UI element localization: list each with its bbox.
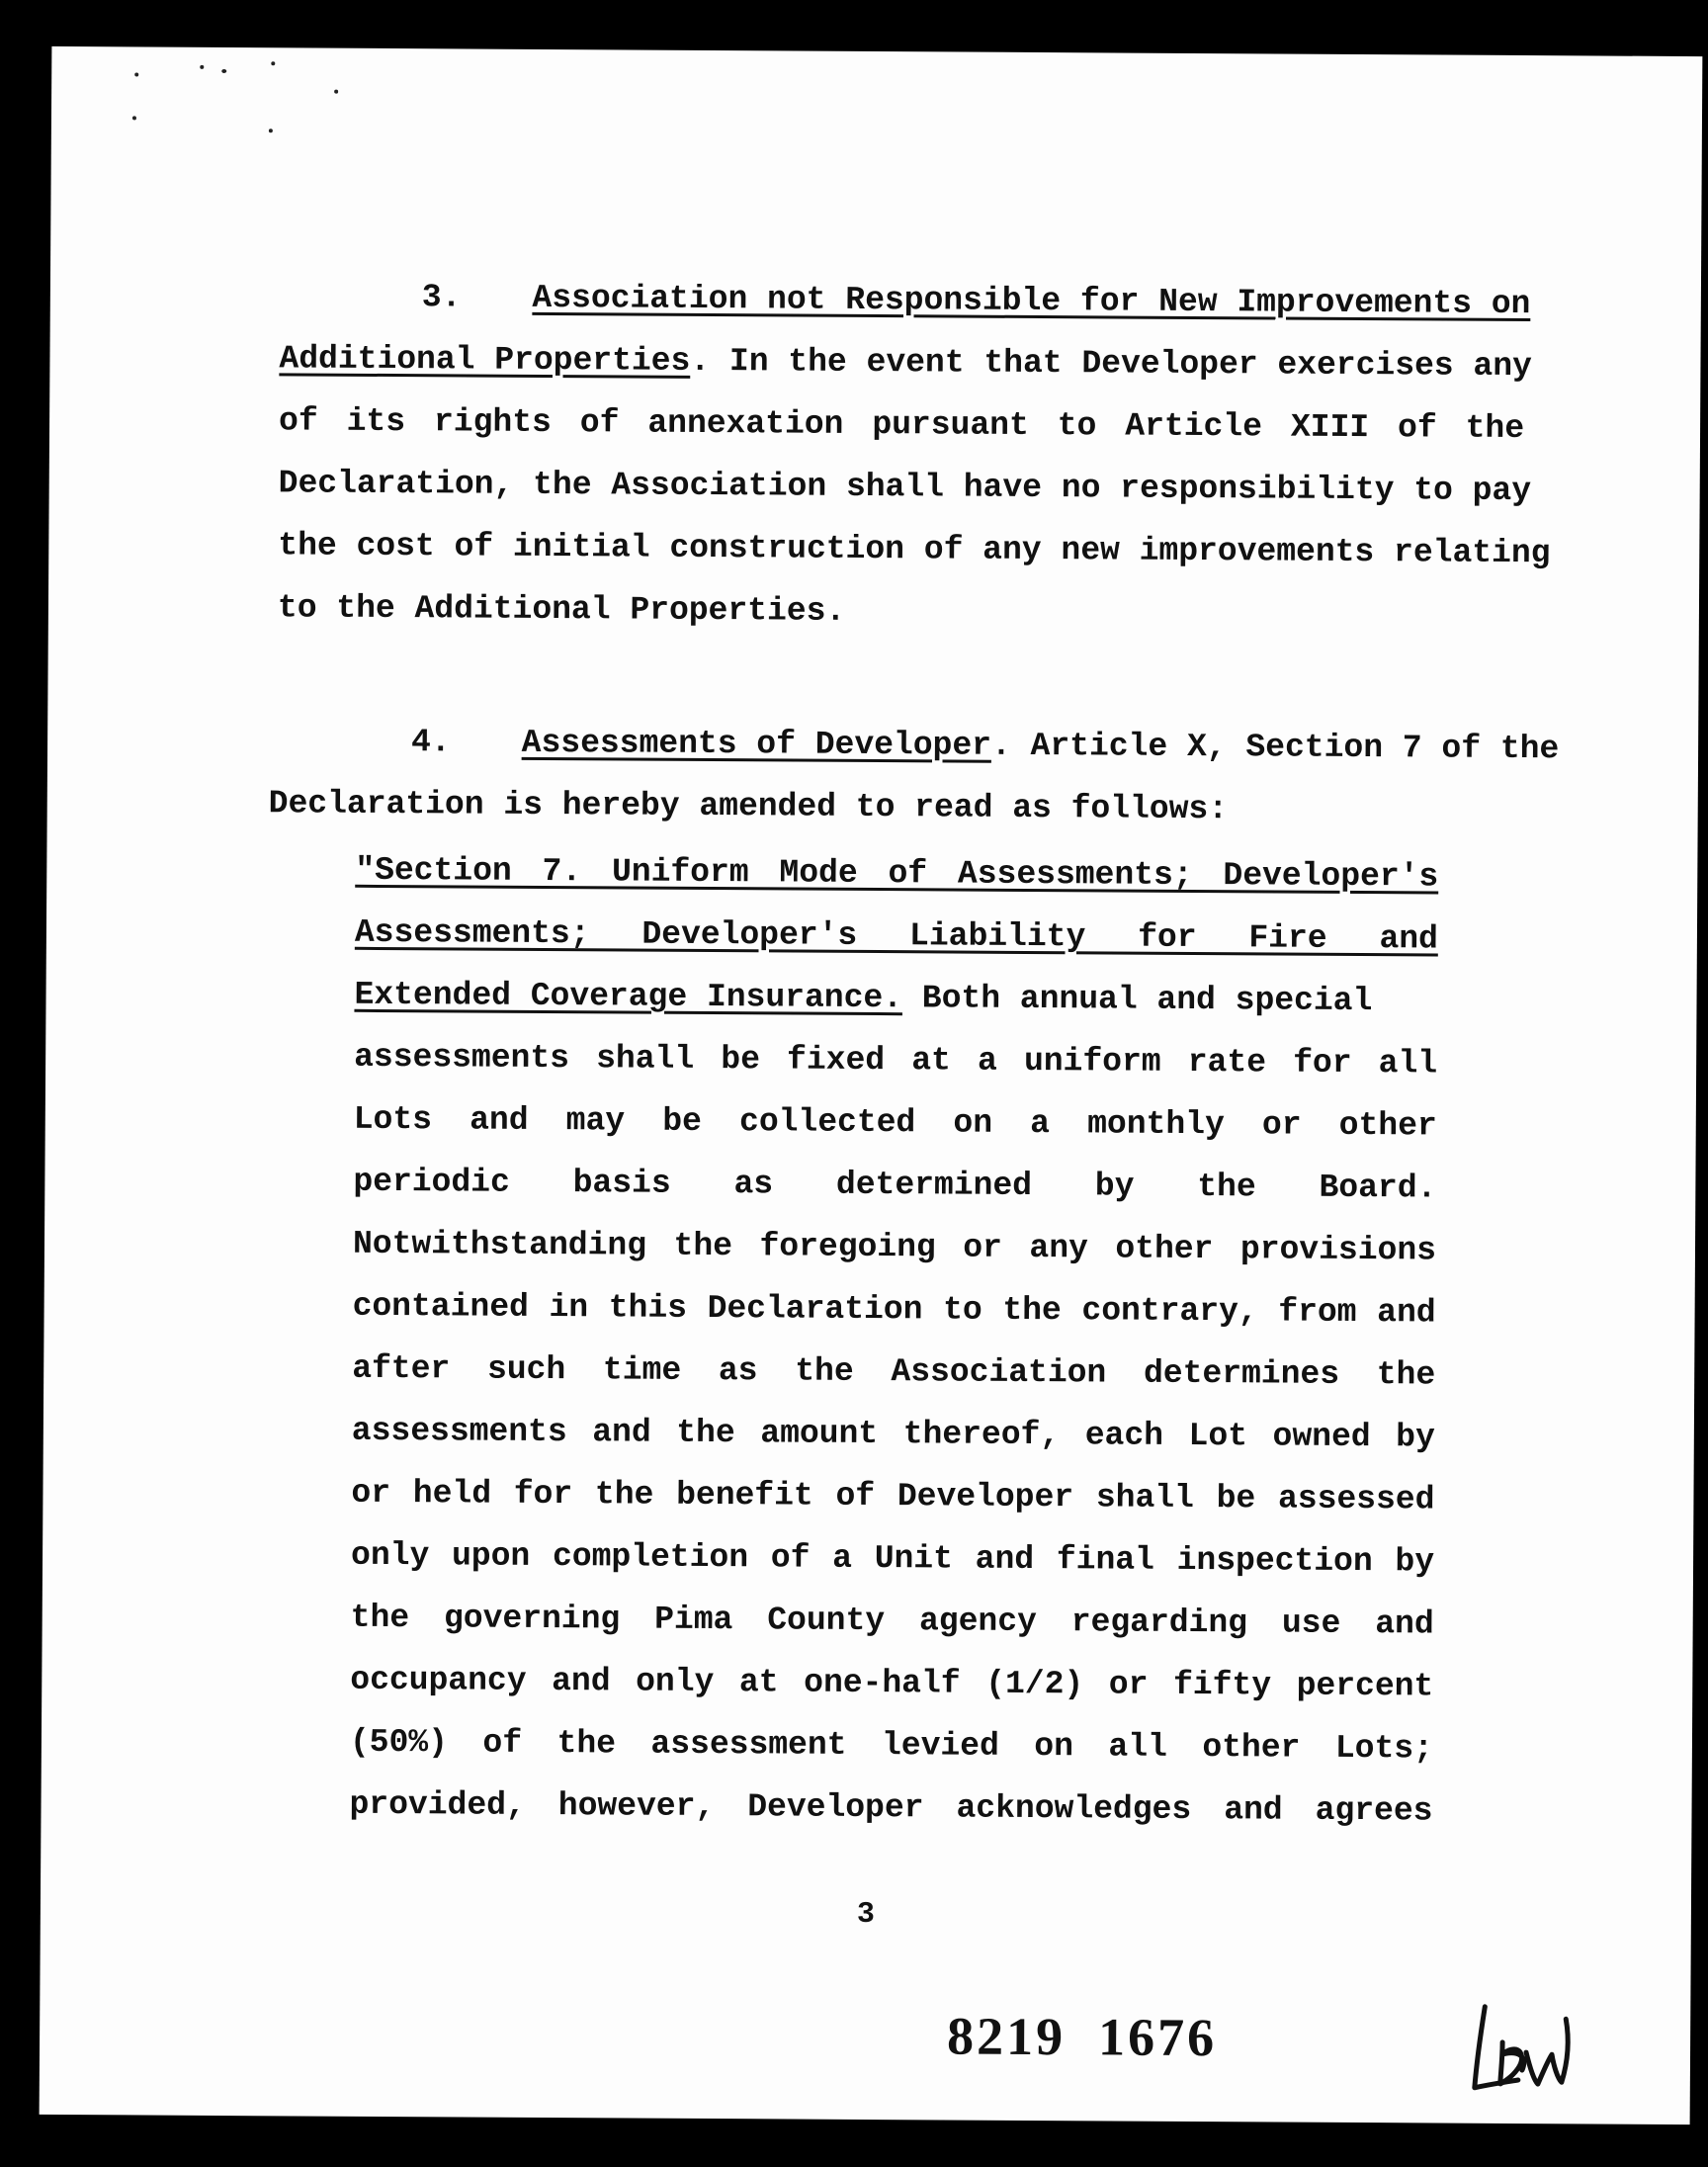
scan-speck	[221, 69, 226, 73]
section-3-heading-continued: Additional Properties	[279, 340, 691, 380]
section-3-line: Additional Properties. In the event that Developer exercises any	[279, 340, 1532, 386]
quote-line: contained in this Declaration to the contrary, from and	[352, 1287, 1436, 1332]
amended-section-quote	[349, 839, 1438, 1843]
quote-line: only upon completion of a Unit and final inspection by	[350, 1536, 1435, 1581]
quote-line: assessments shall be fixed at a uniform rate for all	[354, 1038, 1438, 1083]
document-stamp-number: 8219 1676	[946, 2006, 1218, 2068]
scan-speck	[334, 90, 338, 94]
section-4-line: Declaration is hereby amended to read as follows:	[268, 785, 1229, 828]
section-3-line: the cost of initial construction of any new improvements relating	[278, 527, 1551, 572]
section-3-line: Declaration, the Association shall have no responsibility to pay	[278, 465, 1532, 510]
page-number: 3	[856, 1897, 875, 1933]
document-page	[40, 46, 1703, 2124]
quote-line: or held for the benefit of Developer shall be assessed	[351, 1474, 1435, 1518]
quote-line: Lots and may be collected on a monthly or other	[353, 1100, 1437, 1145]
scan-speck	[269, 129, 273, 132]
section-3-line: of its rights of annexation pursuant to Article XIII of the	[278, 402, 1525, 448]
section-3-heading: Association not Responsible for New Improvements on	[532, 279, 1531, 323]
section-3	[277, 265, 1551, 647]
scan-speck	[132, 116, 136, 120]
section-4	[268, 710, 1560, 842]
section-number: 3.	[421, 279, 462, 316]
quote-line: periodic basis as determined by the Board.	[353, 1163, 1437, 1207]
section-3-line: to the Additional Properties.	[277, 589, 846, 630]
quote-line: the governing Pima County agency regarding use and	[350, 1599, 1434, 1643]
quote-line: (50%) of the assessment levied on all other Lots;	[349, 1723, 1434, 1768]
quote-heading-line: "Section 7. Uniform Mode of Assessments; Developer's	[355, 851, 1439, 896]
section-4-heading: Assessments of Developer	[521, 724, 992, 764]
handwritten-initials-signature	[1463, 1993, 1582, 2103]
scan-speck	[271, 61, 275, 65]
quote-heading-line: Extended Coverage Insurance. Both annual and special	[354, 976, 1373, 1020]
quote-line: after such time as the Association determines the	[352, 1349, 1436, 1394]
section-3-heading-line	[280, 265, 1531, 335]
quote-line: Notwithstanding the foregoing or any other provisions	[352, 1225, 1437, 1269]
quote-line: provided, however, Developer acknowledges and agrees	[349, 1785, 1433, 1830]
scan-speck	[134, 72, 138, 76]
section-4-heading-line: 4. Assessments of Developer. Article X, Section 7 of the	[411, 724, 1560, 768]
quote-line: assessments and the amount thereof, each Lot owned by	[351, 1412, 1435, 1456]
quote-line: occupancy and only at one-half (1/2) or fifty percent	[350, 1661, 1434, 1705]
scan-speck	[200, 65, 204, 69]
quote-heading-line: Assessments; Developer's Liability for Fire and	[354, 913, 1439, 958]
section-number: 4.	[411, 724, 451, 761]
